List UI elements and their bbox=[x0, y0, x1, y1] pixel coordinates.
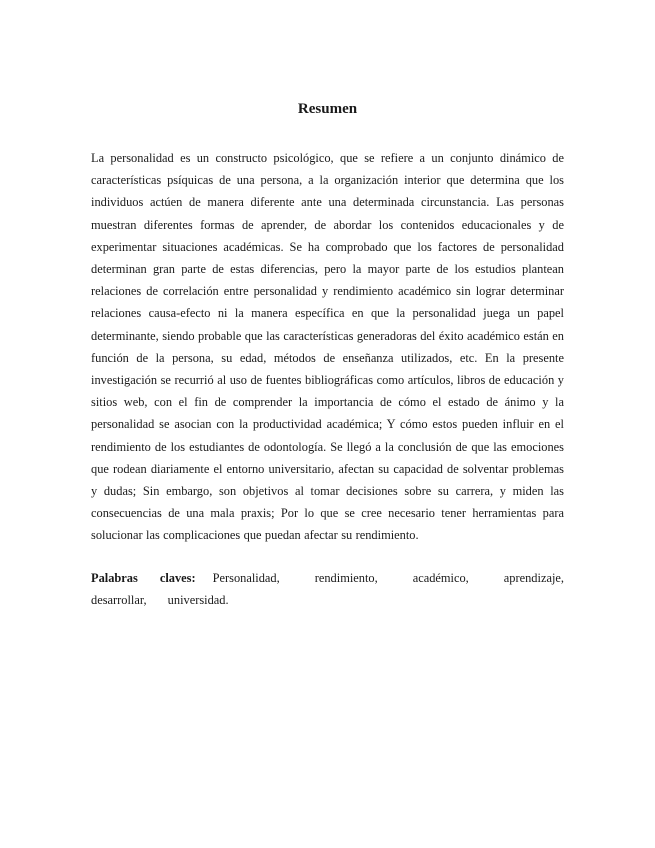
keywords-paragraph bbox=[91, 567, 564, 611]
keywords-label: Palabras claves: bbox=[91, 571, 196, 585]
abstract-paragraph: La personalidad es un constructo psicológico, que se refiere a un conjunto dinámico de características psíquicas de una persona, a la organización interior que determina que los individuos actúen de manera diferente ante una determinada circunstancia. Las personas muestran diferentes formas de aprender, de abordar los contenidos educacionales y de experimentar situaciones académicas. Se ha comprobado que los factores de personalidad determinan gran parte de estas diferencias, pero la mayor parte de los estudios plantean relaciones de correlación entre personalidad y rendimiento académico sin lograr determinar relaciones causa-efecto ni la manera específica en que la personalidad juega un papel determinante, siendo probable que las características generadoras del éxito académico están en función de la persona, su edad, métodos de enseñanza utilizados, etc. En la presente investigación se recurrió al uso de fuentes bibliográficas como artículos, libros de educación y sitios web, con el fin de comprender la importancia de cómo el estado de ánimo y la personalidad se asocian con la productividad académica; Y cómo estos pueden influir en el rendimiento de los estudiantes de odontología. Se llegó a la conclusión de que las emociones que rodean diariamente el entorno universitario, afectan su capacidad de solventar problemas y dudas; Sin embargo, son objetivos al tomar decisiones sobre su carrera, y miden las consecuencias de una mala praxis; Por lo que se cree necesario tener herramientas para solucionar las complicaciones que puedan afectar su rendimiento. bbox=[91, 151, 564, 543]
keywords-list: Personalidad, rendimiento, académico, aprendizaje, desarrollar, universidad. bbox=[91, 571, 564, 608]
abstract-title: Resumen bbox=[297, 101, 358, 117]
